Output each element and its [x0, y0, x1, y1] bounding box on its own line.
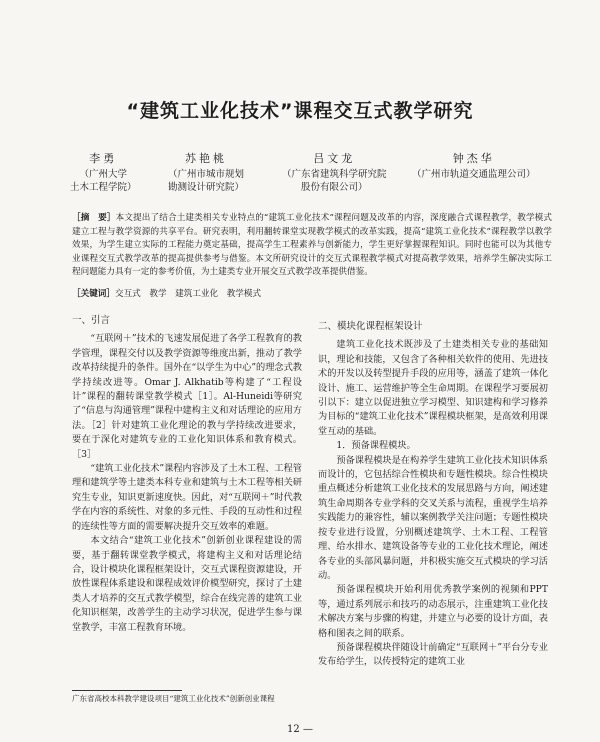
- author-affiliation: （广州市城市规划: [168, 169, 245, 180]
- abstract-text: 本文提出了结合土建类相关专业特点的“建筑工业化技术”课程问题及改革的内容，深度融合式课程教学，教学模式建立工程与教学资源的共享平台。研究表明，利用翻转课堂实现教学模式的改革实践，提高“建筑工业化技术”课程教学以教学效果，为学生建立实际的工程能力奠定基础，提高学生工程素养与创新能力，学生更好掌握课程知识。同时也能可以为其他专业课程交互式教学改革的提高提供参考与借鉴。本文所研究设计的交互式课程教学模式对提高教学效果，培养学生解决实际工程问题能力具有一定的参考价值，为土建类专业开展交互式教学改革提供借鉴。: [72, 213, 552, 277]
- keywords-label: ［关键词］: [72, 289, 115, 299]
- abstract-label: ［摘 要］: [72, 213, 116, 223]
- body-paragraph: 本文结合“建筑工业化技术”创新创业课程建设的需要，基于翻转课堂教学模式，将建构主义和对话理论结合，设计模块化课程框架设计，交互式课程资源建设，开放性课程体系建设和课程成效评价模型研究，探讨了土建类人才培养的交互式教学模型，综合在线完善的建筑工业化知识框架，改善学生的主动学习状况，促进学生参与课堂教学，丰富工程教育环境。: [72, 535, 302, 633]
- body-paragraph: “建筑工业化技术”课程内容涉及了土木工程、工程管理和建筑学等土建类本科专业和建筑与土木工程等相关研究生专业，知识更新速度快。因此，对“互联网＋”时代教学在内容的系统性、对象的多元性、手段的互动性和过程的连续性等方面的需要解决提升交互效率的难题。: [72, 463, 302, 532]
- author-block: [282, 152, 387, 194]
- page-number: 12 —: [287, 724, 313, 735]
- author-name: 李勇: [89, 152, 118, 165]
- author-affiliation: 勘测设计研究院）: [168, 182, 245, 193]
- keywords: [72, 288, 552, 301]
- paper-title: “建筑工业化技术”课程交互式教学研究: [126, 100, 474, 122]
- left-column: [72, 312, 302, 635]
- section-heading: 二、模块化课程框架设计: [318, 321, 423, 332]
- footnote: 广东省高校本科教学建设项目“建筑工业化技术”创新创业课程: [72, 694, 275, 703]
- author-affiliation: 土木工程学院）: [70, 182, 137, 193]
- author-name: 钟杰华: [452, 152, 495, 165]
- right-column: [318, 318, 548, 670]
- author-block: [168, 152, 244, 194]
- body-paragraph: “互联网＋”技术的飞速发展促进了各学工程教育的教学管理，课程交付以及教学资源等维度出新，推动了教学改革持续提升的条件。国外在“以学生为中心”的理念式教学持续改进等。Omar J. Alkhatib等构建了“工程设计”课程的翻转课堂教学模式［1］。Al-Huneidi等研究了“信息与沟通管理”课程中建构主义和对话理论的应用方法。［2］针对建筑工业化理论的教与学持续改进要求，要在于深化对建筑专业的工业化知识体系和教育模式。［3］: [72, 333, 302, 460]
- author-affiliation: （广州市轨道交通监理公司）: [412, 169, 536, 180]
- author-affiliation: （广州大学: [79, 169, 128, 180]
- body-paragraph: 预备课程模块开始利用优秀教学案例的视频和PPT等，通过系列展示和技巧的动态展示，注重建筑工业化技术解决方案与步骤的构建，并建立与必要的设计方面，表格和图表之间的联系。: [318, 584, 548, 639]
- body-paragraph: 预备课程模块是在构养学生建筑工业化技术知识体系而设计的，它包括综合性模块和专题性模块。综合性模块重点概述分析建筑工业化技术的发展思路与方向，阐述建筑生命周期各专业学科的交叉关系与流程，重视学生培养实践能力的兼容性，辅以案例教学关注问题；专题性模块按专业进行设置，分别概述建筑学、土木工程、工程管理、给水排水、建筑设备等专业的工业化技术理论，阐述各专业的头部风暴问题，并积极实施交互式模块的学习活动。: [318, 454, 548, 581]
- keywords-text: 交互式 教学 建筑工业化 教学模式: [114, 289, 262, 299]
- author-list: [60, 152, 580, 202]
- abstract: [72, 212, 552, 280]
- body-paragraph: 建筑工业化技术既涉及了土建类相关专业的基础知识，理论和技能，又包含了各种相关软件的使用、先进技术的开发以及转型提升手段的应用等，涵盖了建筑一体化设计、施工、运营维护等全生命周期。在课程学习要展初引以下：建立以促进独立学习模型、知识建构和学习修养为目标的“建筑工业化技术”课程模块框架，是高效利用课堂互动的基础。: [318, 339, 548, 437]
- author-name: 苏艳桃: [185, 152, 227, 165]
- section-heading: 一、引言: [72, 315, 111, 326]
- author-name: 吕文龙: [313, 152, 356, 165]
- author-affiliation: 股份有限公司）: [301, 182, 368, 193]
- body-paragraph: 预备课程模块伴随设计前确定“互联网＋”平台分专业发布给学生，以传授特定的建筑工业: [318, 641, 548, 668]
- footnote-divider: [72, 690, 182, 691]
- author-affiliation: （广东省建筑科学研究院: [282, 169, 387, 180]
- subsection-heading: 1．预备课程模块。: [336, 440, 416, 452]
- author-block: [70, 152, 137, 194]
- author-block: [412, 152, 536, 181]
